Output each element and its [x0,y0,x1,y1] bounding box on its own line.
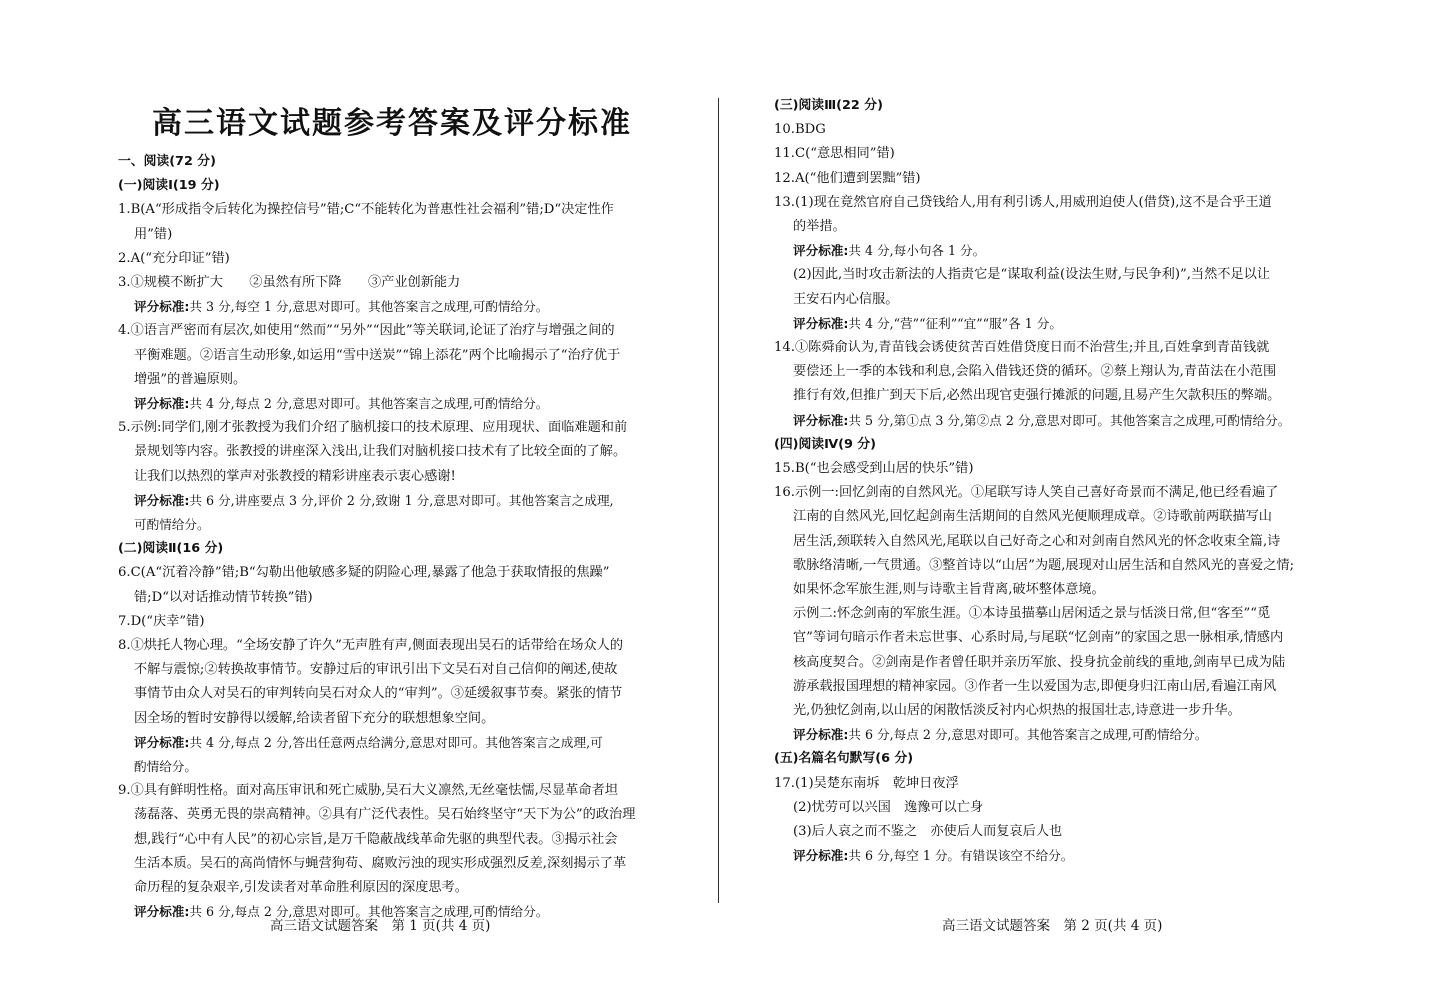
answer-line: 用”错) [134,226,173,242]
answer-line: 11.C(“意思相同”错) [774,146,895,162]
scoring-label: 评分标准: [793,243,849,259]
answer-line: 居生活,颈联转入自然风光,尾联以自己好奇之心和对剑南自然风光的怀念收束全篇,诗 [793,533,1281,549]
scoring-criteria-line: 评分标准:共 6 分,每空 1 分。有错误该空不给分。 [793,848,1074,864]
section-heading: (五)名篇名句默写(6 分) [774,751,914,767]
scoring-criteria-line: 评分标准:共 6 分,每点 2 分,意思对即可。其他答案言之成理,可酌情给分。 [134,904,549,920]
answer-line: 官”等词句暗示作者未忘世事、心系时局,与尾联“忆剑南”的家国之思一脉相承,情感内 [793,630,1284,646]
scoring-criteria-line: 评分标准:共 6 分,讲座要点 3 分,评价 2 分,致谢 1 分,意思对即可。其他答案言之成理, [134,492,614,508]
answer-line: 7.D(“庆幸”错) [118,613,205,629]
page-title: 高三语文试题参考答案及评分标准 [152,106,632,141]
answer-line: 5.示例:同学们,刚才张教授为我们介绍了脑机接口的技术原理、应用现状、面临难题和前 [118,420,628,436]
answer-line: 江南的自然风光,回忆起剑南生活期间的自然风光便顺理成章。②诗歌前两联描写山 [793,509,1272,525]
answer-line: 让我们以热烈的掌声对张教授的精彩讲座表示衷心感谢! [134,468,456,484]
answer-line: 生活本质。吴石的高尚情怀与蝇营狗苟、腐败污浊的现实形成强烈反差,深刻揭示了革 [134,855,627,871]
answer-line: 1.B(A“形成指令后转化为操控信号”错;C“不能转化为普惠性社会福利”错;D“决定性作 [118,202,614,218]
answer-line: 要偿还上一季的本钱和利息,会陷入借钱还贷的循环。②蔡上翔认为,青苗法在小范围 [793,364,1277,380]
scoring-label: 评分标准: [793,412,849,428]
answer-line: 13.(1)现在竟然官府自己贷钱给人,用有利引诱人,用威刑迫使人(借贷),这不是合乎王道 [774,194,1272,210]
answer-line: 核高度契合。②剑南是作者曾任职并亲历军旅、投身抗金前线的重地,剑南早已成为陆 [793,654,1286,670]
answer-line: 3.①规模不断扩大 ②虽然有所下降 ③产业创新能力 [118,275,461,291]
page-footer-left: 高三语文试题答案 第 1 页(共 4 页) [270,918,491,934]
answer-line: 歌脉络清晰,一气贯通。③整首诗以“山居”为题,展现对山居生活和自然风光的喜爱之情; [793,557,1295,573]
scoring-criteria-line: 评分标准:共 6 分,每点 2 分,意思对即可。其他答案言之成理,可酌情给分。 [793,727,1208,743]
page-divider [718,98,719,903]
scoring-label: 评分标准: [134,396,190,412]
answer-line: 王安石内心信服。 [793,291,899,307]
answer-line: 12.A(“他们遭到罢黜”错) [774,170,921,186]
section-heading: (三)阅读Ⅲ(22 分) [774,98,883,113]
scoring-criteria-line: 评分标准:共 3 分,每空 1 分,意思对即可。其他答案言之成理,可酌情给分。 [134,299,549,315]
answer-line: 14.①陈舜俞认为,青苗钱会诱使贫苦百姓借贷度日而不治营生;并且,百姓拿到青苗钱就 [774,340,1270,356]
answer-line: 的举措。 [793,219,846,235]
answer-line: (2)因此,当时攻击新法的人指责它是“谋取利益(设法生财,与民争利)”,当然不足以让 [793,267,1271,283]
answer-line: 2.A(“充分印证”错) [118,250,230,266]
answer-line: 17.(1)吴楚东南坼 乾坤日夜浮 [774,775,959,791]
scoring-criteria-line: 可酌情给分。 [134,517,210,533]
scoring-label: 评分标准: [134,904,190,920]
answer-line: (2)忧劳可以兴国 逸豫可以亡身 [793,799,984,815]
scoring-label: 评分标准: [134,734,190,750]
scoring-criteria-line: 酌情给分。 [134,759,197,775]
answer-line: 荡磊落、英勇无畏的崇高精神。②具有广泛代表性。吴石始终坚守“天下为公”的政治理 [134,807,636,823]
answer-line: 15.B(“也会感受到山居的快乐”错) [774,461,974,477]
page-footer-right: 高三语文试题答案 第 2 页(共 4 页) [942,918,1163,934]
answer-line: 示例二:怀念剑南的军旅生涯。①本诗虽描摹山居闲适之景与恬淡日常,但“客至”“觅 [793,606,1271,622]
answer-line: 增强”的普遍原则。 [134,371,247,387]
scoring-label: 评分标准: [793,848,849,864]
answer-line: 不解与震惊;②转换故事情节。安静过后的审讯引出下文吴石对自己信仰的阐述,使故 [134,662,618,678]
answer-line: 6.C(A“沉着冷静”错;B“勾勒出他敏感多疑的阴险心理,暴露了他急于获取情报的焦躁” [118,565,610,581]
scoring-criteria-line: 评分标准:共 4 分,每点 2 分,意思对即可。其他答案言之成理,可酌情给分。 [134,396,549,412]
section-heading: 一、阅读(72 分) [118,154,216,169]
answer-line: 如果怀念军旅生涯,则与诗歌主旨背离,破坏整体意境。 [793,582,1105,598]
answer-line: 10.BDG [774,122,826,138]
answer-line: 事情节由众人对吴石的审判转向吴石对众人的“审判”。③延缓叙事节奏。紧张的情节 [134,686,623,702]
answer-line: 4.①语言严密而有层次,如使用“然而”“另外”“因此”等关联词,论证了治疗与增强之间的 [118,323,615,339]
scoring-criteria-line: 评分标准:共 4 分,“营”“征利”“宜”“服”各 1 分。 [793,315,1062,331]
answer-line: (3)后人哀之而不鉴之 亦使后人而复哀后人也 [793,824,1063,840]
left-answer-column [118,150,664,925]
answer-line: 错;D“以对话推动情节转换”错) [134,589,313,605]
answer-line: 9.①具有鲜明性格。面对高压审讯和死亡威胁,吴石大义凛然,无丝毫怯懦,尽显革命者坦 [118,783,618,799]
scoring-label: 评分标准: [134,492,190,508]
answer-line: 命历程的复杂艰辛,引发读者对革命胜利原因的深度思考。 [134,880,468,896]
answer-line: 游承载报国理想的精神家园。③作者一生以爱国为志,即便身归江南山居,看遍江南风 [793,678,1277,694]
answer-line: 光,仍独忆剑南,以山居的闲散恬淡反衬内心炽热的报国壮志,诗意进一步升华。 [793,703,1241,719]
answer-line: 因全场的暂时安静得以缓解,给读者留下充分的联想想象空间。 [134,710,495,726]
scoring-criteria-line: 评分标准:共 5 分,第①点 3 分,第②点 2 分,意思对即可。其他答案言之成理,可酌情给分。 [793,412,1291,428]
right-answer-column [774,94,1344,869]
section-heading: (二)阅读Ⅱ(16 分) [118,541,224,557]
section-heading: (一)阅读Ⅰ(19 分) [118,178,220,194]
section-heading: (四)阅读Ⅳ(9 分) [774,436,877,452]
scoring-label: 评分标准: [134,299,190,315]
left-page [0,0,718,1002]
scoring-label: 评分标准: [793,315,849,331]
scoring-criteria-line: 评分标准:共 4 分,每小句各 1 分。 [793,243,986,259]
right-page [720,0,1437,1002]
answer-line: 景规划等内容。张教授的讲座深入浅出,让我们对脑机接口技术有了比较全面的了解。 [134,444,627,460]
answer-line: 16.示例一:回忆剑南的自然风光。①尾联写诗人笑自己喜好奇景而不满足,他已经看遍了 [774,485,1279,501]
scoring-criteria-line: 评分标准:共 4 分,每点 2 分,答出任意两点给满分,意思对即可。其他答案言之成理,可 [134,734,603,750]
answer-line: 推行有效,但推广到天下后,必然出现官吏强行摊派的问题,且易产生欠款积压的弊端。 [793,388,1281,404]
answer-line: 想,践行“心中有人民”的初心宗旨,是万千隐蔽战线革命先驱的典型代表。③揭示社会 [134,831,618,847]
scoring-label: 评分标准: [793,727,849,743]
answer-line: 平衡难题。②语言生动形象,如运用“雪中送炭”“锦上添花”两个比喻揭示了“治疗优于 [134,347,621,363]
answer-line: 8.①烘托人物心理。“全场安静了许久”无声胜有声,侧面表现出吴石的话带给在场众人的 [118,638,624,654]
